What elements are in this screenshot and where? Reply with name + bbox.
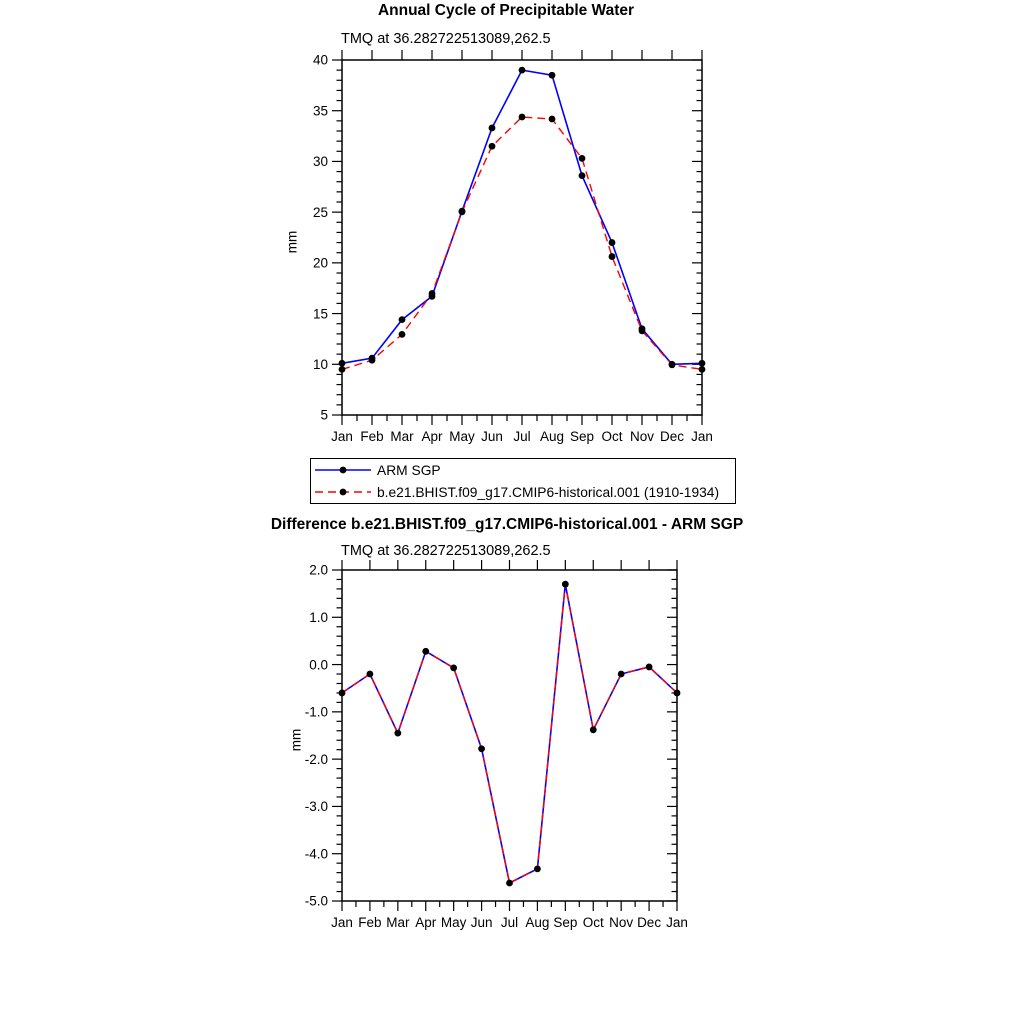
x-tick-label: Oct bbox=[601, 429, 623, 444]
plot-frame bbox=[342, 60, 702, 415]
x-tick-label: Mar bbox=[386, 915, 410, 930]
data-point-marker bbox=[609, 253, 616, 260]
x-tick-label: Sep bbox=[553, 915, 578, 930]
y-tick-label: -1.0 bbox=[304, 704, 328, 720]
data-point-marker bbox=[369, 357, 376, 364]
data-point-marker bbox=[339, 360, 346, 367]
data-point-marker bbox=[459, 208, 466, 215]
plot-frame bbox=[342, 570, 677, 901]
legend-item bbox=[314, 459, 735, 481]
x-tick-label: Oct bbox=[582, 915, 604, 930]
data-point-marker bbox=[646, 664, 653, 671]
y-tick-label: 0.0 bbox=[309, 657, 328, 673]
legend-line-sample bbox=[314, 464, 372, 476]
top-chart-y-axis-label: mm bbox=[284, 230, 300, 254]
y-tick-label: 2.0 bbox=[309, 562, 328, 578]
data-point-marker bbox=[674, 690, 681, 697]
legend-item-label: b.e21.BHIST.f09_g17.CMIP6-historical.001 (1910-1934) bbox=[377, 484, 720, 500]
data-point-marker bbox=[489, 143, 496, 150]
x-tick-label: Aug bbox=[525, 915, 550, 930]
data-point-marker bbox=[489, 125, 496, 132]
data-point-marker bbox=[506, 880, 513, 887]
y-tick-label: 25 bbox=[312, 204, 328, 220]
data-point-marker bbox=[367, 671, 374, 678]
data-point-marker bbox=[399, 331, 406, 338]
top-chart-subtitle: TMQ at 36.282722513089,262.5 bbox=[341, 31, 551, 47]
legend-item bbox=[314, 481, 735, 503]
data-point-marker bbox=[399, 316, 406, 323]
y-tick-label: -3.0 bbox=[304, 799, 328, 815]
data-point-marker bbox=[394, 730, 401, 737]
x-tick-label: May bbox=[449, 429, 475, 444]
x-tick-label: Jan bbox=[691, 429, 713, 444]
x-tick-label: Feb bbox=[360, 429, 384, 444]
x-tick-label: Jul bbox=[500, 915, 519, 930]
x-tick-label: Mar bbox=[390, 429, 414, 444]
legend-box bbox=[310, 458, 736, 504]
x-tick-label: Apr bbox=[415, 915, 437, 930]
bottom-chart-title: Difference b.e21.BHIST.f09_g17.CMIP6-historical.001 - ARM SGP bbox=[270, 516, 744, 533]
top-chart-title: Annual Cycle of Precipitable Water bbox=[377, 2, 635, 19]
data-point-marker bbox=[549, 72, 556, 79]
y-tick-label: 40 bbox=[312, 52, 328, 68]
data-point-marker bbox=[609, 239, 616, 246]
x-tick-label: Jan bbox=[331, 429, 353, 444]
x-tick-label: Jul bbox=[513, 429, 531, 444]
data-point-marker bbox=[699, 360, 706, 367]
legend-marker-dot bbox=[340, 489, 347, 496]
legend-marker-dot bbox=[340, 467, 347, 474]
data-point-marker bbox=[519, 114, 526, 121]
x-tick-label: Dec bbox=[637, 915, 662, 930]
y-tick-label: 15 bbox=[312, 306, 328, 322]
series-line bbox=[342, 584, 677, 883]
y-tick-label: 10 bbox=[312, 357, 328, 373]
top-chart-plot bbox=[313, 50, 713, 444]
data-point-marker bbox=[339, 366, 346, 373]
x-tick-label: Sep bbox=[569, 429, 595, 444]
y-tick-label: -2.0 bbox=[304, 751, 328, 767]
x-tick-label: Jun bbox=[481, 429, 503, 444]
y-tick-label: 30 bbox=[312, 154, 328, 170]
x-tick-label: Dec bbox=[659, 429, 685, 444]
data-point-marker bbox=[422, 648, 429, 655]
data-point-marker bbox=[579, 172, 586, 179]
data-point-marker bbox=[519, 67, 526, 74]
x-tick-label: Jan bbox=[666, 915, 688, 930]
legend-line-sample bbox=[314, 486, 372, 498]
x-tick-label: Jun bbox=[470, 915, 493, 930]
series-line-overlay bbox=[342, 584, 677, 883]
data-point-marker bbox=[699, 366, 706, 373]
bottom-chart-y-axis-label: mm bbox=[288, 728, 304, 752]
data-point-marker bbox=[618, 671, 625, 678]
bottom-chart-subtitle: TMQ at 36.282722513089,262.5 bbox=[341, 543, 551, 559]
y-tick-label: -4.0 bbox=[304, 846, 328, 862]
x-tick-label: Feb bbox=[358, 915, 382, 930]
data-point-marker bbox=[339, 690, 346, 697]
x-tick-label: Jan bbox=[331, 915, 353, 930]
x-tick-label: May bbox=[440, 915, 467, 930]
data-point-marker bbox=[639, 327, 646, 334]
y-tick-label: 5 bbox=[320, 407, 328, 423]
y-tick-label: 20 bbox=[312, 255, 328, 271]
y-tick-label: 1.0 bbox=[309, 610, 328, 626]
data-point-marker bbox=[562, 581, 569, 588]
legend-item-label: ARM SGP bbox=[377, 462, 441, 478]
bottom-chart-plot bbox=[305, 560, 688, 930]
data-point-marker bbox=[590, 726, 597, 733]
y-tick-label: 35 bbox=[312, 103, 328, 119]
x-tick-label: Apr bbox=[421, 429, 443, 444]
data-point-marker bbox=[549, 116, 556, 123]
data-point-marker bbox=[579, 155, 586, 162]
data-point-marker bbox=[534, 865, 541, 872]
x-tick-label: Aug bbox=[539, 429, 565, 444]
data-point-marker bbox=[478, 745, 485, 752]
data-point-marker bbox=[669, 361, 676, 368]
x-tick-label: Nov bbox=[609, 915, 634, 930]
series-line bbox=[342, 117, 702, 369]
data-point-marker bbox=[429, 290, 436, 297]
data-point-marker bbox=[450, 664, 457, 671]
x-tick-label: Nov bbox=[629, 429, 655, 444]
y-tick-label: -5.0 bbox=[304, 893, 328, 909]
